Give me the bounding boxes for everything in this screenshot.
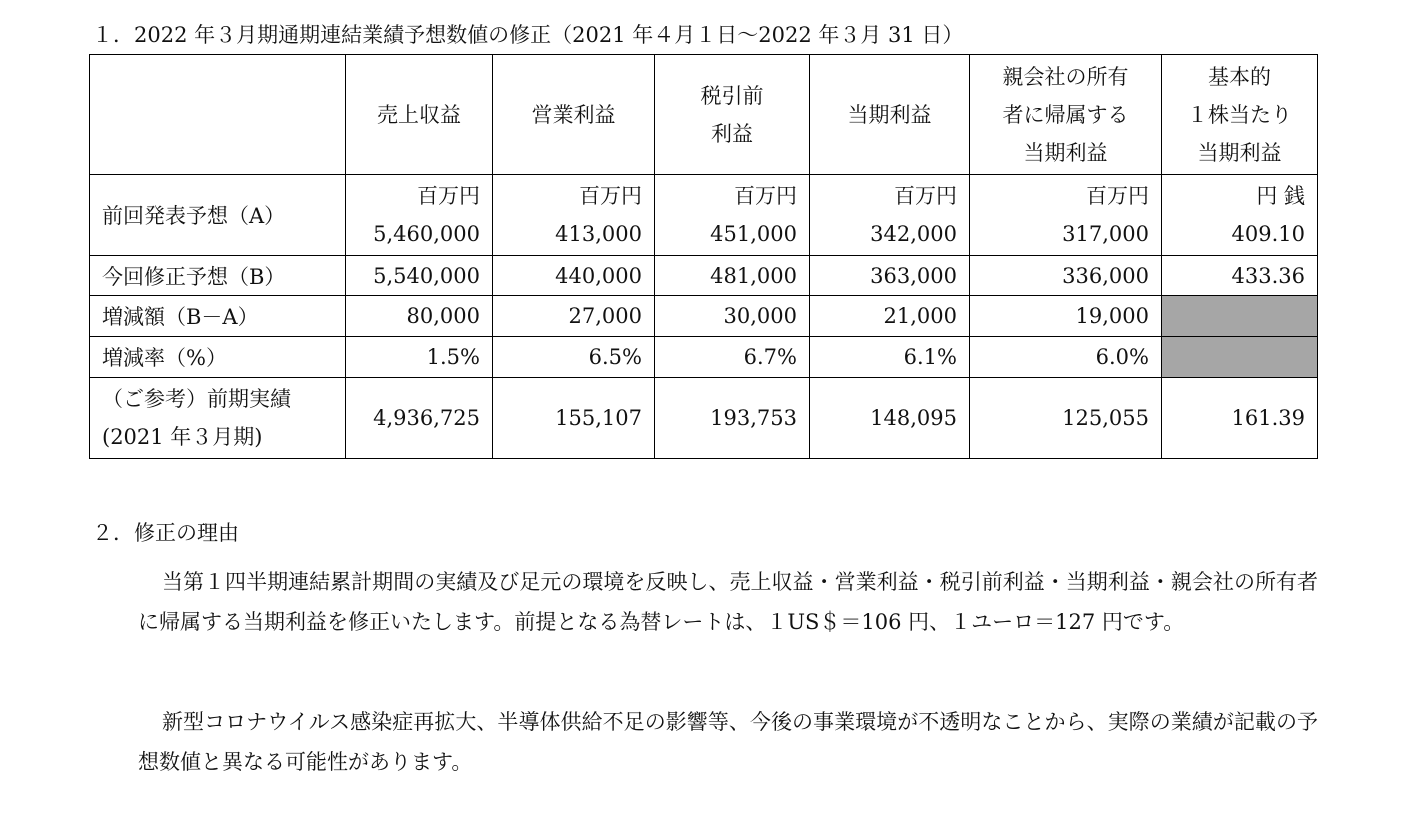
table-cell: 336,000 — [970, 256, 1162, 296]
table-cell: 21,000 — [810, 296, 970, 337]
header-eps: 基本的 １株当たり 当期利益 — [1162, 55, 1318, 175]
table-cell: 125,055 — [970, 378, 1162, 459]
table-cell: 6.1% — [810, 337, 970, 378]
unit-label: 百万円 — [734, 184, 797, 208]
table-row-prev-forecast — [90, 175, 1318, 256]
table-cell: 440,000 — [493, 256, 655, 296]
forecast-revision-table — [89, 54, 1318, 459]
row-label: 前回発表予想（A） — [90, 175, 346, 256]
table-cell: 433.36 — [1162, 256, 1318, 296]
row-label: 増減額（B－A） — [90, 296, 346, 337]
header-revenue: 売上収益 — [346, 55, 493, 175]
unit-label: 百万円 — [1086, 184, 1149, 208]
table-cell: 6.7% — [655, 337, 810, 378]
row-label: 今回修正予想（B） — [90, 256, 346, 296]
table-cell — [346, 175, 493, 256]
table-header-row — [90, 55, 1318, 175]
table-cell: 5,540,000 — [346, 256, 493, 296]
table-cell: 161.39 — [1162, 378, 1318, 459]
table-cell: 148,095 — [810, 378, 970, 459]
section1-heading: １．2022 年３月期通期連結業績予想数値の修正（2021 年４月１日～2022 年３月 31 日） — [92, 23, 964, 47]
table-row-change-rate — [90, 337, 1318, 378]
table-cell: 4,936,725 — [346, 378, 493, 459]
header-net-income-owners: 親会社の所有 者に帰属する 当期利益 — [970, 55, 1162, 175]
header-net-income: 当期利益 — [810, 55, 970, 175]
table-cell: 6.5% — [493, 337, 655, 378]
row-label: 増減率（%） — [90, 337, 346, 378]
table-cell: 155,107 — [493, 378, 655, 459]
table-cell: 30,000 — [655, 296, 810, 337]
unit-label: 百万円 — [579, 184, 642, 208]
section2-heading: ２．修正の理由 — [92, 521, 239, 545]
cell-value: 413,000 — [555, 222, 642, 246]
table-cell — [493, 175, 655, 256]
table-cell: 6.0% — [970, 337, 1162, 378]
header-pretax-income: 税引前 利益 — [655, 55, 810, 175]
table-cell: 19,000 — [970, 296, 1162, 337]
cell-value: 5,460,000 — [373, 222, 480, 246]
cell-value: 409.10 — [1231, 222, 1305, 246]
table-row-prior-actual — [90, 378, 1318, 459]
table-cell: 27,000 — [493, 296, 655, 337]
reason-paragraph-2: 新型コロナウイルス感染症再拡大、半導体供給不足の影響等、今後の事業環境が不透明なことから、実際の業績が記載の予想数値と異なる可能性があります。 — [138, 710, 1318, 774]
table-cell: 193,753 — [655, 378, 810, 459]
cell-value: 317,000 — [1062, 222, 1149, 246]
table-cell — [1162, 175, 1318, 256]
header-operating-income: 営業利益 — [493, 55, 655, 175]
table-cell: 80,000 — [346, 296, 493, 337]
shaded-empty-cell — [1162, 337, 1318, 378]
table-cell — [810, 175, 970, 256]
shaded-empty-cell — [1162, 296, 1318, 337]
cell-value: 342,000 — [870, 222, 957, 246]
table-row-change-amount — [90, 296, 1318, 337]
table-cell: 1.5% — [346, 337, 493, 378]
unit-label: 百万円 — [417, 184, 480, 208]
row-label: （ご参考）前期実績 (2021 年３月期) — [90, 378, 346, 459]
header-corner-cell — [90, 55, 346, 175]
cell-value: 451,000 — [710, 222, 797, 246]
reason-paragraph-1: 当第１四半期連結累計期間の実績及び足元の環境を反映し、売上収益・営業利益・税引前利益・当期利益・親会社の所有者に帰属する当期利益を修正いたします。前提となる為替レートは、１US＄＝106 円、１ユーロ＝127 円です。 — [138, 570, 1318, 634]
table-cell: 363,000 — [810, 256, 970, 296]
unit-label: 百万円 — [894, 184, 957, 208]
table-cell — [970, 175, 1162, 256]
unit-label: 円 銭 — [1256, 184, 1305, 208]
table-cell: 481,000 — [655, 256, 810, 296]
table-row-new-forecast — [90, 256, 1318, 296]
table-cell — [655, 175, 810, 256]
